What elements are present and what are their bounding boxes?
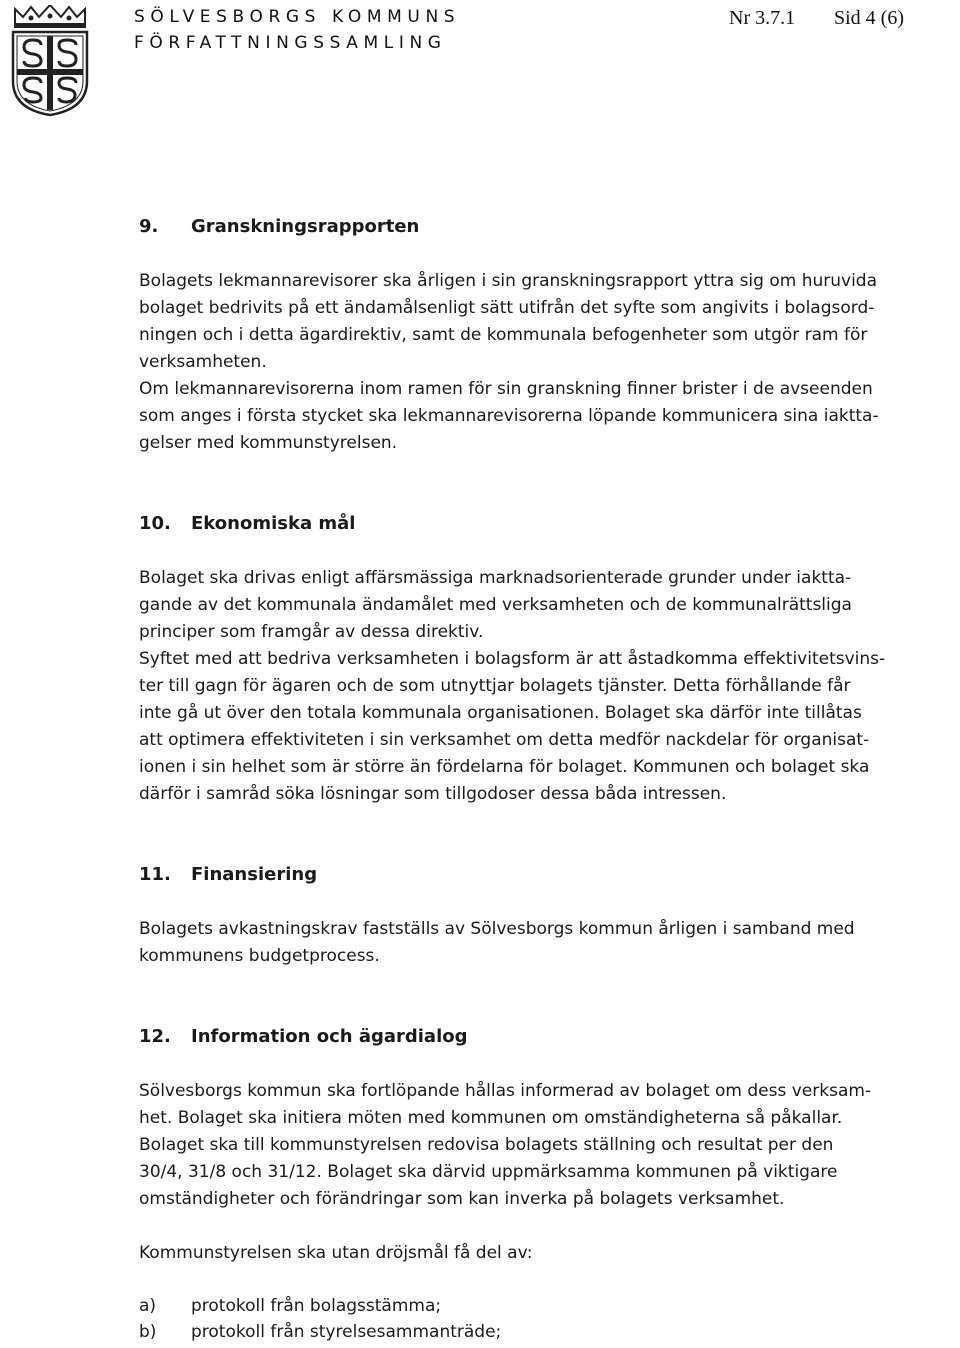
section-title: Ekonomiska mål (191, 513, 356, 534)
paragraph-line: het. Bolaget ska initiera möten med kommunen om omständigheterna så påkallar. (139, 1108, 843, 1128)
paragraph-line: 30/4, 31/8 och 31/12. Bolaget ska därvid uppmärksamma kommunen på viktigare (139, 1162, 838, 1182)
paragraph-line: gelser med kommunstyrelsen. (139, 433, 398, 453)
section-paragraph (139, 916, 959, 970)
paragraph-line: Sölvesborgs kommun ska fortlöpande hållas informerad av bolaget om dess verksam- (139, 1081, 872, 1101)
paragraph-line: Bolaget ska drivas enligt affärsmässiga marknadsorienterade grunder under iaktta- (139, 568, 852, 588)
municipal-coat-of-arms-logo (7, 5, 93, 117)
page-indicator: Sid 4 (6) (834, 7, 904, 29)
paragraph-line: att optimera effektiviteten i sin verksamhet om detta medför nackdelar för organisat- (139, 730, 870, 750)
section-heading (139, 864, 317, 885)
section-paragraph (139, 1240, 959, 1267)
document-number: Nr 3.7.1 (729, 7, 796, 29)
section-title: Information och ägardialog (191, 1026, 468, 1047)
paragraph-line: Om lekmannarevisorerna inom ramen för sin granskning finner brister i de avseenden (139, 379, 873, 399)
section-heading (139, 216, 419, 237)
paragraph-line: Bolaget ska till kommunstyrelsen redovisa bolagets ställning och resultat per den (139, 1135, 834, 1155)
section-number: 11. (139, 864, 171, 885)
paragraph-line: verksamheten. (139, 352, 267, 372)
paragraph-line: ningen och i detta ägardirektiv, samt de kommunala befogenheter som utgör ram för (139, 325, 868, 345)
list-marker: b) (139, 1322, 157, 1342)
section-number: 12. (139, 1026, 171, 1047)
list-item-text: protokoll från bolagsstämma; (191, 1296, 442, 1316)
paragraph-line: ionen i sin helhet som är större än fördelarna för bolaget. Kommunen och bolaget ska (139, 757, 870, 777)
paragraph-line: omständigheter och förändringar som kan inverka på bolagets verksamhet. (139, 1189, 785, 1209)
section-paragraph (139, 268, 959, 457)
paragraph-line: gande av det kommunala ändamålet med verksamheten och de kommunalrättsliga (139, 595, 852, 615)
paragraph-line: därför i samråd söka lösningar som tillgodoser dessa båda intressen. (139, 784, 727, 804)
municipality-name: SÖLVESBORGS KOMMUNS (134, 7, 461, 27)
paragraph-line: Syftet med att bedriva verksamheten i bolagsform är att åstadkomma effektivitetsvins- (139, 649, 886, 669)
paragraph-line: som anges i första stycket ska lekmannarevisorerna löpande kommunicera sina iaktta- (139, 406, 879, 426)
section-title: Granskningsrapporten (191, 216, 420, 237)
section-heading (139, 513, 355, 534)
section-paragraph (139, 1078, 959, 1213)
paragraph-line: bolaget bedrivits på ett ändamålsenligt sätt utifrån det syfte som angivits i bolagsord- (139, 298, 875, 318)
list-marker: a) (139, 1296, 157, 1316)
paragraph-line: Bolagets lekmannarevisorer ska årligen i sin granskningsrapport yttra sig om huruvida (139, 271, 878, 291)
collection-title: FÖRFATTNINGSSAMLING (134, 33, 447, 53)
section-paragraph (139, 565, 959, 808)
section-number: 9. (139, 216, 159, 237)
paragraph-line: Bolagets avkastningskrav fastställs av Sölvesborgs kommun årligen i samband med (139, 919, 855, 939)
paragraph-line: inte gå ut över den totala kommunala organisationen. Bolaget ska därför inte tillåtas (139, 703, 862, 723)
section-heading (139, 1026, 468, 1047)
paragraph-line: principer som framgår av dessa direktiv. (139, 622, 484, 642)
list-item-text: protokoll från styrelsesammanträde; (191, 1322, 502, 1342)
list-item (139, 1322, 501, 1342)
paragraph-line: Kommunstyrelsen ska utan dröjsmål få del av: (139, 1243, 533, 1263)
paragraph-line: ter till gagn för ägaren och de som utnyttjar bolagets tjänster. Detta förhållande får (139, 676, 851, 696)
section-title: Finansiering (191, 864, 318, 885)
section-number: 10. (139, 513, 171, 534)
list-item (139, 1296, 441, 1316)
paragraph-line: kommunens budgetprocess. (139, 946, 380, 966)
